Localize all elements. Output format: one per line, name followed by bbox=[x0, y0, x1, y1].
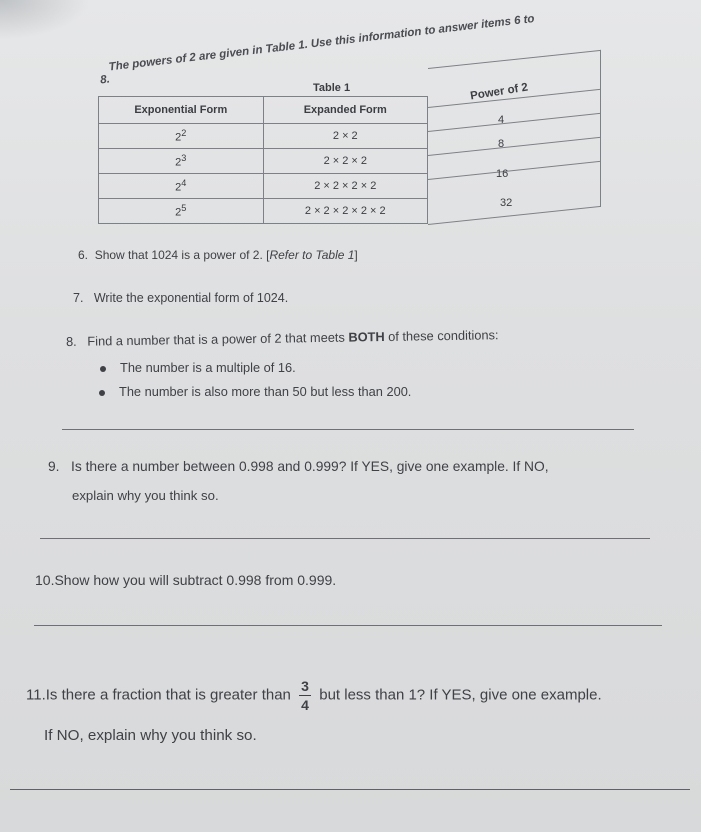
expanded-cell: 2 × 2 × 2 × 2 bbox=[263, 174, 427, 199]
question-10: 10.Show how you will subtract 0.998 from 0.999. bbox=[35, 572, 337, 588]
table-header-row bbox=[99, 97, 428, 124]
question-11-continued: If NO, explain why you think so. bbox=[44, 727, 257, 744]
answer-line bbox=[34, 625, 662, 626]
expanded-cell: 2 × 2 bbox=[263, 124, 427, 149]
exponential-cell: $2^5$ bbox=[99, 199, 264, 224]
exponential-cell: $2^2$ bbox=[99, 124, 264, 149]
question-11: 11.Is there a fraction that is greater than $\frac{3}{4}$ but less than 1? If YES, give one example. bbox=[26, 678, 602, 713]
power-of-2-column bbox=[428, 50, 601, 225]
fraction-bar bbox=[299, 695, 311, 696]
header-power-of-2: Power of 2 bbox=[469, 81, 529, 103]
question-7: 7. Write the exponential form of 1024. bbox=[73, 291, 289, 305]
table-row bbox=[99, 149, 428, 174]
power-value: 8 bbox=[498, 138, 505, 150]
question-9: 9. Is there a number between 0.998 and 0.999? If YES, give one example. If NO, bbox=[48, 459, 549, 474]
question-8: 8. Find a number that is a power of 2 that meets BOTH of these conditions: bbox=[65, 327, 499, 349]
expanded-cell: 2 × 2 × 2 × 2 × 2 bbox=[263, 199, 427, 224]
intro-line-2: 8. bbox=[99, 73, 111, 87]
bullet-dot-icon bbox=[100, 366, 106, 372]
table-row bbox=[99, 124, 428, 149]
page-shadow bbox=[0, 0, 90, 40]
powers-table bbox=[98, 81, 600, 226]
powers-table-grid bbox=[98, 96, 428, 224]
header-exponential-form: Exponential Form bbox=[99, 97, 264, 124]
power-value: 32 bbox=[500, 197, 513, 209]
question-9-continued: explain why you think so. bbox=[72, 488, 219, 503]
intro-line-1: The powers of 2 are given in Table 1. Use this information to answer items 6 to bbox=[108, 13, 536, 74]
table-row bbox=[99, 199, 428, 224]
header-expanded-form: Expanded Form bbox=[263, 97, 427, 124]
bullet-dot-icon bbox=[99, 390, 105, 396]
expanded-cell: 2 × 2 × 2 bbox=[263, 149, 427, 174]
condition-bullet: The number is a multiple of 16. bbox=[100, 360, 296, 375]
power-value: 4 bbox=[498, 114, 505, 126]
answer-line bbox=[40, 538, 650, 539]
answer-line bbox=[62, 429, 634, 430]
question-6: 6. Show that 1024 is a power of 2. [Refer to Table 1] bbox=[78, 248, 358, 262]
fraction-three-quarters: $\frac{3}{4}$ bbox=[299, 678, 311, 713]
condition-bullet: The number is also more than 50 but less than 200. bbox=[99, 384, 411, 399]
table-row bbox=[99, 174, 428, 199]
exponential-cell: $2^3$ bbox=[99, 149, 264, 174]
exponential-cell: $2^4$ bbox=[99, 174, 264, 199]
table-caption: Table 1 bbox=[313, 82, 351, 94]
answer-line bbox=[10, 789, 690, 790]
power-value: 16 bbox=[496, 168, 509, 180]
intro-instructions bbox=[92, 0, 609, 87]
